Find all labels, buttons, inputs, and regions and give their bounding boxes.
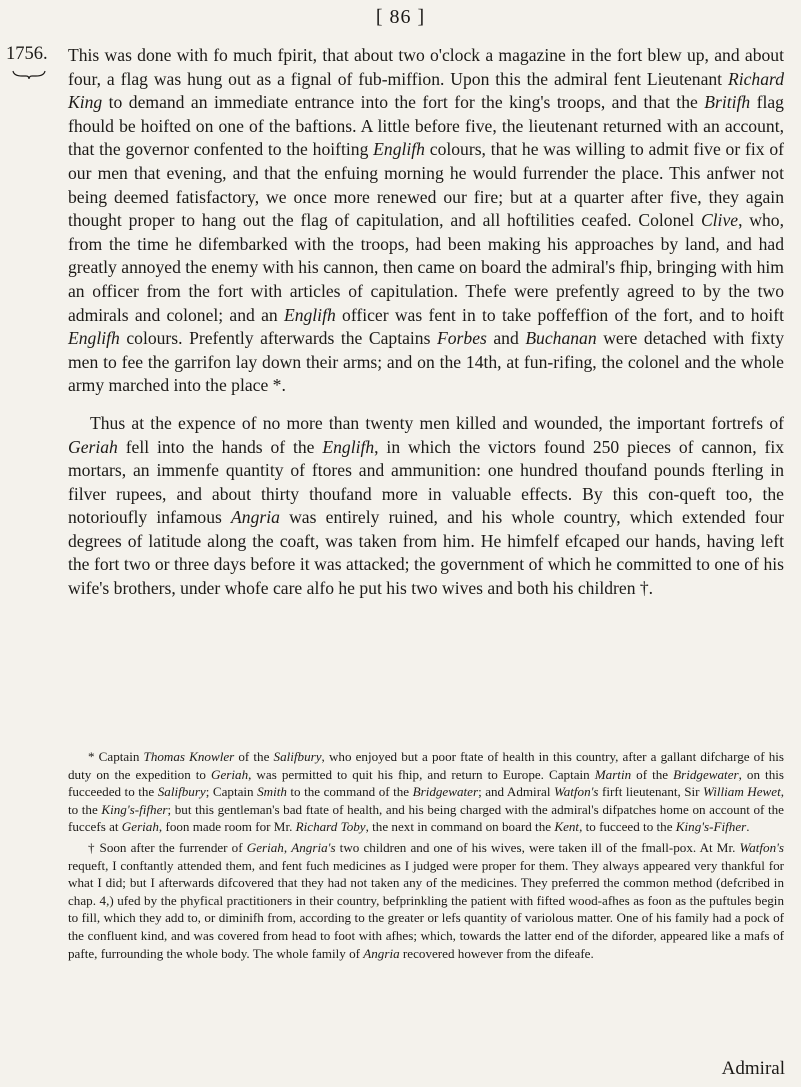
text-run: , was permitted to quit his fhip, and return to Europe. Captain — [248, 766, 595, 782]
italic-name: Geriah — [121, 819, 159, 835]
text-run: ; and Admiral — [478, 784, 554, 800]
italic-name: Britifh — [704, 92, 751, 113]
italic-name: Englifh — [373, 139, 425, 160]
italic-name: Geriah — [246, 839, 284, 855]
italic-name: Bridgewater — [412, 784, 479, 800]
italic-name: Richard Toby — [295, 819, 366, 835]
text-run: fell into the hands of the — [117, 436, 323, 457]
italic-name: Salifbury — [273, 749, 322, 764]
paragraph-geriah-taken — [68, 412, 784, 601]
main-text — [68, 44, 784, 601]
italic-name: Watfon's — [554, 784, 599, 800]
text-run: Thus at the expence of no more than twenty men killed and wounded, the important fortrefs of — [90, 412, 784, 433]
italic-name: Forbes — [437, 328, 487, 349]
text-run: flag fhould be hoifted on one of the baftions. A little before five, the lieutenant returned with an account, that the governor confented to the hoifting — [68, 92, 784, 160]
italic-name: Englifh — [283, 304, 336, 325]
italic-name: William Hewet — [703, 784, 781, 800]
text-run: and — [486, 328, 526, 349]
text-run: , to fucceed to the — [579, 819, 676, 835]
italic-name: Angria — [363, 945, 400, 961]
text-run: , in which the victors found 250 pieces of cannon, fix mortars, an immenfe quantity of ftores and ammunition: one hundred thoufand pounds fterling in filver rupees, and about thirty thoufand more in valuable effects. By this con-queft too, the notorioufly infamous — [68, 436, 784, 528]
page-number: [ 86 ] — [375, 6, 426, 28]
italic-name: Englifh — [322, 436, 375, 457]
text-run: firft lieutenant, Sir — [598, 784, 704, 800]
italic-name: Angria's — [291, 839, 336, 855]
italic-name: Watfon's — [739, 839, 785, 855]
text-run: to the command of the — [286, 784, 413, 800]
text-run: , — [283, 839, 292, 855]
italic-name: Salifbury — [157, 784, 206, 800]
text-run: was entirely ruined, and his whole country, which extended four degrees of latitude along the coaft, was taken from him. He himfelf efcaped our hands, having left the fort two or three days before it was attacked; the government of which he committed to one of his wife's brothers, under whofe care alfo he put his two wives and both his children †. — [68, 507, 784, 599]
text-run: This was done with fo much fpirit, that about two o'clock a magazine in the fort blew up, and about four, a flag was hung out as a fignal of fub-miffion. Upon this the admiral fent Lieutenant — [68, 45, 784, 89]
text-run: ; but this gentleman's bad ftate of health, and his being charged with the admiral's difpatches home on account of the fuccefs at — [68, 801, 784, 835]
text-run: to demand an immediate entrance into the fort for the king's troops, and that the — [102, 92, 705, 113]
italic-name: Englifh — [68, 328, 120, 349]
text-run: colours, that he was willing to admit five or fix of our men that evening, and that the enfuing morning he would furrender the place. This anfwer not being deemed fatisfactory, we once more renewed our fire; but at a quarter after five, they again thought proper to hang out the flag of capitulation, and all hoftilities ceafed. Colonel — [68, 139, 784, 231]
italic-name: Clive — [700, 210, 739, 231]
catchword: Admiral — [721, 1058, 785, 1079]
italic-name: Thomas Knowler — [143, 749, 235, 764]
text-run: requeft, I conftantly attended them, and fent fuch medicines as I judged were proper for them. They always appeared very thankful for what I did; but I afterwards difcovered that they had not taken any of the medicines. They preferred the common method (defcribed in chap. 4,) ufed by the phyfical practitioners in their country, befprinkling the patient with fifted wood-afhes as foon as the puftules begin to fill, which they add to, or diminifh from, according to the greater or lefs quantity of variolous matter. One of his family had a pock of the confluent kind, and was covered from head to foot with afhes; which, towards the latter end of the diforder, appeared like a mafs of pafte, furrounding the whole body. The whole family of — [68, 857, 784, 961]
italic-name: King's-Fifher — [675, 819, 747, 835]
italic-name: Buchanan — [525, 328, 597, 349]
margin-year: 1756. — [6, 44, 48, 64]
italic-name: Bridgewater — [673, 766, 739, 782]
text-run: , who, from the time he difembarked with the troops, had been making his approaches by land, and had greatly annoyed the enemy with his cannon, then came on board the admiral's fhip, bringing with him an officer from the fort with articles of capitulation. Thefe were prefently agreed to by the two admirals and colonel; and an — [68, 210, 784, 325]
text-run: , the next in command on board the — [365, 819, 555, 835]
text-run: ; Captain — [205, 784, 258, 800]
text-run: were detached with fixty men to fee the garrifon lay down their arms; and on the 14th, at fun-rifing, the colonel and the whole army marched into the place *. — [68, 328, 784, 396]
italic-name: Smith — [257, 784, 287, 800]
text-run: , who enjoyed but a poor ftate of health in this country, after a gallant difcharge of his duty on the expedition to — [68, 749, 784, 782]
footnote-dagger — [68, 839, 784, 962]
text-run: , foon made room for Mr. — [158, 819, 296, 835]
text-run: † Soon after the furrender of — [88, 839, 247, 855]
footnotes — [68, 748, 784, 962]
text-run: officer was fent in to take poffeffion of the fort, and to hoift — [335, 304, 784, 325]
italic-name: King's-fifher — [101, 801, 168, 817]
italic-name: Geriah — [68, 436, 118, 457]
text-run: colours. Prefently afterwards the Captains — [119, 328, 437, 349]
text-run: of the — [234, 749, 274, 764]
italic-name: Kent — [554, 819, 580, 835]
text-run: two children and one of his wives, were taken ill of the fmall-pox. At Mr. — [335, 839, 740, 855]
text-run: , on this fucceeded to the — [68, 766, 784, 800]
italic-name: Geriah — [211, 766, 249, 782]
text-run: recovered however from the difeafe. — [399, 945, 594, 961]
text-run: , to the — [68, 784, 785, 817]
text-run: . — [746, 819, 750, 835]
footnote-star — [68, 748, 784, 836]
italic-name: Richard King — [68, 68, 784, 113]
italic-name: Martin — [594, 766, 632, 782]
paragraph-capitulation — [68, 44, 784, 398]
text-run: * Captain — [88, 749, 144, 764]
italic-name: Angria — [231, 507, 280, 528]
text-run: of the — [631, 766, 674, 782]
margin-brace-icon — [12, 70, 46, 80]
